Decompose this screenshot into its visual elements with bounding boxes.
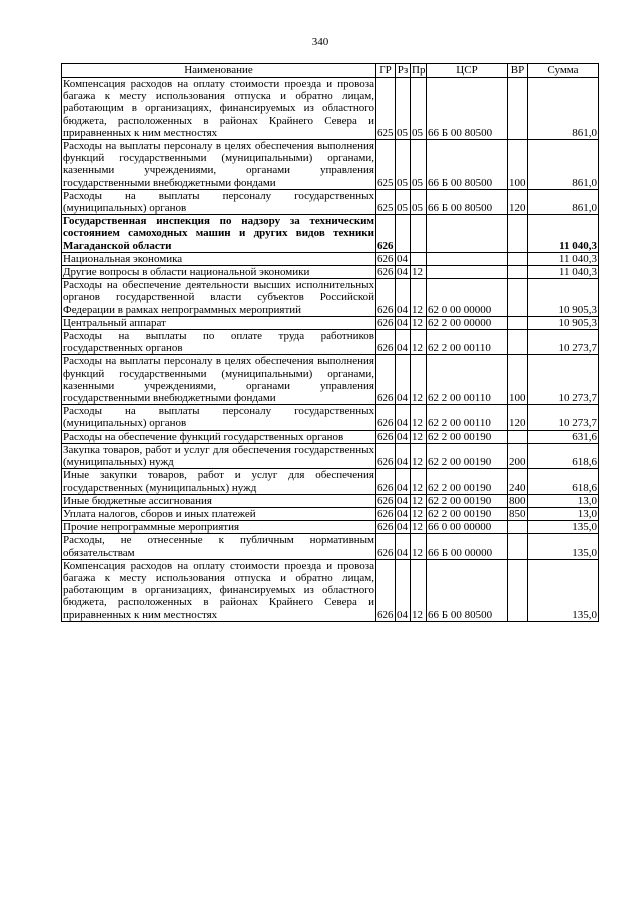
cell-name: Компенсация расходов на оплату стоимости проезда и провоза багажа к месту использования отпуска и обратно лицам, работающим в организациях, финансируемых из областного бюджета, расположенных в районах Крайнего Севера и приравненных к ним местностях — [63, 559, 374, 621]
cell-pr: 12 — [411, 279, 427, 317]
cell-csr: 66 Б 00 80500 — [427, 559, 508, 621]
cell-csr: 62 2 00 00190 — [427, 443, 508, 468]
cell-sum: 861,0 — [528, 78, 599, 140]
cell-csr: 62 0 00 00000 — [427, 279, 508, 317]
cell-csr: 62 2 00 00110 — [427, 355, 508, 405]
cell-rz: 04 — [396, 430, 411, 443]
cell-vr: 800 — [509, 494, 526, 507]
header-pr: Пр — [412, 64, 426, 77]
cell-rz: 04 — [396, 521, 411, 534]
cell-csr: 62 2 00 00000 — [427, 316, 508, 329]
cell-vr — [508, 266, 528, 279]
cell-pr: 12 — [411, 559, 427, 621]
cell-gr: 626 — [377, 266, 394, 279]
cell-pr: 12 — [411, 405, 427, 430]
cell-pr: 12 — [411, 330, 427, 355]
cell-rz: 04 — [396, 355, 411, 405]
cell-csr: 66 Б 00 80500 — [427, 78, 508, 140]
cell-pr: 05 — [411, 78, 427, 140]
cell-rz: 04 — [396, 559, 411, 621]
cell-vr: 240 — [508, 469, 528, 494]
cell-csr: 62 2 00 00190 — [427, 494, 508, 507]
cell-gr: 626 — [377, 430, 394, 443]
cell-csr: 62 2 00 00110 — [427, 330, 508, 355]
cell-rz: 04 — [396, 252, 411, 265]
cell-rz: 05 — [396, 140, 411, 190]
cell-csr: 66 0 00 00000 — [427, 521, 508, 534]
cell-gr: 626 — [377, 316, 394, 329]
cell-rz: 04 — [396, 494, 411, 507]
table-row — [62, 405, 599, 430]
page-number: 340 — [311, 36, 329, 48]
cell-gr: 625 — [376, 140, 396, 190]
cell-gr: 625 — [376, 78, 396, 140]
cell-sum: 618,6 — [528, 443, 599, 468]
cell-gr: 626 — [377, 521, 394, 534]
cell-sum: 618,6 — [528, 469, 599, 494]
cell-csr: 66 Б 00 00000 — [427, 534, 508, 559]
cell-pr: 12 — [411, 507, 427, 520]
cell-name: Национальная экономика — [62, 252, 376, 265]
cell-csr — [427, 252, 508, 265]
table-row — [62, 266, 599, 279]
cell-sum: 11 040,3 — [528, 215, 599, 253]
table-row — [62, 78, 599, 140]
cell-csr: 62 2 00 00190 — [427, 430, 508, 443]
cell-vr: 200 — [508, 443, 528, 468]
cell-vr — [508, 534, 528, 559]
cell-name: Государственная инспекция по надзору за техническим состоянием самоходных машин и других видов техники Магаданской области — [63, 215, 374, 252]
cell-pr: 12 — [411, 469, 427, 494]
table-row — [62, 140, 599, 190]
cell-csr: 62 2 00 00110 — [427, 405, 508, 430]
cell-rz: 04 — [396, 507, 411, 520]
cell-sum: 10 905,3 — [528, 316, 599, 329]
cell-pr: 05 — [411, 189, 427, 214]
cell-csr: 66 Б 00 80500 — [427, 189, 508, 214]
cell-vr: 850 — [509, 507, 526, 520]
table-row — [62, 507, 599, 520]
cell-pr: 12 — [411, 521, 427, 534]
budget-table — [61, 63, 599, 622]
table-row — [62, 330, 599, 355]
table-row — [62, 316, 599, 329]
table-row — [62, 494, 599, 507]
cell-vr: 100 — [508, 140, 528, 190]
header-rz: Рз — [396, 64, 411, 78]
cell-pr: 12 — [411, 534, 427, 559]
cell-name: Иные закупки товаров, работ и услуг для обеспечения государственных (муниципальных) нужд — [63, 469, 374, 494]
cell-rz: 04 — [396, 534, 411, 559]
cell-sum: 13,0 — [528, 507, 599, 520]
cell-pr: 12 — [411, 266, 427, 279]
cell-name: Расходы на обеспечение функций государственных органов — [62, 430, 376, 443]
cell-sum: 10 273,7 — [528, 355, 599, 405]
cell-rz — [396, 215, 411, 253]
table-row — [62, 215, 599, 253]
cell-pr: 05 — [411, 140, 427, 190]
cell-sum: 135,0 — [528, 559, 599, 621]
cell-pr: 12 — [411, 430, 427, 443]
cell-rz: 04 — [396, 443, 411, 468]
table-row — [62, 534, 599, 559]
cell-sum: 10 273,7 — [528, 405, 599, 430]
table-header-row — [62, 64, 599, 78]
cell-gr: 626 — [376, 215, 396, 253]
cell-csr: 62 2 00 00190 — [427, 469, 508, 494]
cell-gr: 626 — [376, 330, 396, 355]
cell-name: Расходы, не отнесенные к публичным нормативным обязательствам — [63, 534, 374, 559]
cell-pr: 12 — [411, 355, 427, 405]
table-row — [62, 279, 599, 317]
cell-name: Расходы на выплаты персоналу в целях обеспечения выполнения функций государственными (муниципальными) органами, казенными учреждениями, органами управления государственными внебюджетными фондами — [63, 140, 374, 189]
cell-name: Уплата налогов, сборов и иных платежей — [62, 507, 376, 520]
cell-sum: 135,0 — [528, 521, 599, 534]
table-row — [62, 521, 599, 534]
header-name: Наименование — [62, 64, 376, 78]
header-csr: ЦСР — [427, 64, 508, 78]
cell-vr — [508, 559, 528, 621]
cell-sum: 11 040,3 — [528, 252, 599, 265]
cell-rz: 04 — [396, 316, 411, 329]
cell-rz: 04 — [396, 279, 411, 317]
cell-name: Компенсация расходов на оплату стоимости проезда и провоза багажа к месту использования отпуска и обратно лицам, работающим в организациях, финансируемых из областного бюджета, расположенных в районах Крайнего Севера и приравненных к ним местностях — [63, 78, 374, 139]
cell-name: Иные бюджетные ассигнования — [62, 494, 376, 507]
cell-sum: 861,0 — [528, 189, 599, 214]
cell-gr: 626 — [376, 469, 396, 494]
cell-vr — [508, 521, 528, 534]
table-row — [62, 430, 599, 443]
table-row — [62, 355, 599, 405]
header-vr: ВР — [508, 64, 528, 78]
cell-gr: 626 — [376, 443, 396, 468]
cell-name: Другие вопросы в области национальной экономики — [62, 266, 376, 279]
cell-pr: 12 — [411, 443, 427, 468]
cell-gr: 626 — [376, 279, 396, 317]
cell-csr: 62 2 00 00190 — [427, 507, 508, 520]
cell-name: Расходы на выплаты персоналу государственных (муниципальных) органов — [63, 189, 374, 215]
table-row — [62, 252, 599, 265]
cell-vr: 120 — [508, 405, 528, 430]
table-row — [62, 469, 599, 494]
cell-rz: 04 — [396, 405, 411, 430]
cell-pr: 12 — [411, 316, 427, 329]
cell-name: Расходы на обеспечение деятельности высших исполнительных органов государственной власти субъектов Российской Федерации в рамках непрограммных мероприятий — [63, 279, 374, 316]
cell-name: Закупка товаров, работ и услуг для обеспечения государственных (муниципальных) нужд — [63, 443, 374, 469]
cell-vr — [508, 316, 528, 329]
cell-name: Расходы на выплаты персоналу государственных (муниципальных) органов — [63, 405, 374, 430]
cell-pr — [411, 252, 427, 265]
cell-pr — [411, 215, 427, 253]
cell-pr: 12 — [411, 494, 427, 507]
cell-vr — [508, 279, 528, 317]
cell-rz: 05 — [396, 189, 411, 214]
cell-vr — [508, 215, 528, 253]
cell-gr: 626 — [377, 507, 394, 520]
cell-sum: 10 905,3 — [528, 279, 599, 317]
table-row — [62, 559, 599, 621]
cell-gr: 626 — [377, 494, 394, 507]
cell-sum: 135,0 — [528, 534, 599, 559]
header-gr: ГР — [376, 64, 396, 78]
cell-sum: 861,0 — [528, 140, 599, 190]
cell-sum: 631,6 — [528, 430, 599, 443]
cell-csr: 66 Б 00 80500 — [427, 140, 508, 190]
cell-csr — [427, 266, 508, 279]
cell-gr: 626 — [376, 355, 396, 405]
header-sum: Сумма — [528, 64, 599, 78]
cell-rz: 04 — [396, 469, 411, 494]
cell-vr: 120 — [508, 189, 528, 214]
cell-sum: 13,0 — [528, 494, 599, 507]
cell-gr: 626 — [377, 252, 394, 265]
cell-name: Расходы на выплаты по оплате труда работников государственных органов — [63, 330, 374, 355]
table-row — [62, 189, 599, 214]
cell-vr — [508, 252, 528, 265]
cell-name: Прочие непрограммные мероприятия — [62, 521, 376, 534]
cell-name: Расходы на выплаты персоналу в целях обеспечения выполнения функций государственными (муниципальными) органами, казенными учреждениями, органами управления государственными внебюджетными фондами — [63, 355, 374, 405]
cell-rz: 04 — [396, 266, 411, 279]
cell-vr — [508, 78, 528, 140]
cell-rz: 05 — [396, 78, 411, 140]
cell-name: Центральный аппарат — [62, 316, 376, 329]
cell-gr: 626 — [376, 534, 396, 559]
cell-vr — [508, 330, 528, 355]
cell-sum: 11 040,3 — [528, 266, 599, 279]
cell-gr: 626 — [376, 559, 396, 621]
cell-csr — [427, 215, 508, 253]
cell-vr — [508, 430, 528, 443]
cell-gr: 626 — [376, 405, 396, 430]
cell-vr: 100 — [508, 355, 528, 405]
cell-gr: 625 — [376, 189, 396, 214]
table-row — [62, 443, 599, 468]
cell-rz: 04 — [396, 330, 411, 355]
cell-sum: 10 273,7 — [528, 330, 599, 355]
